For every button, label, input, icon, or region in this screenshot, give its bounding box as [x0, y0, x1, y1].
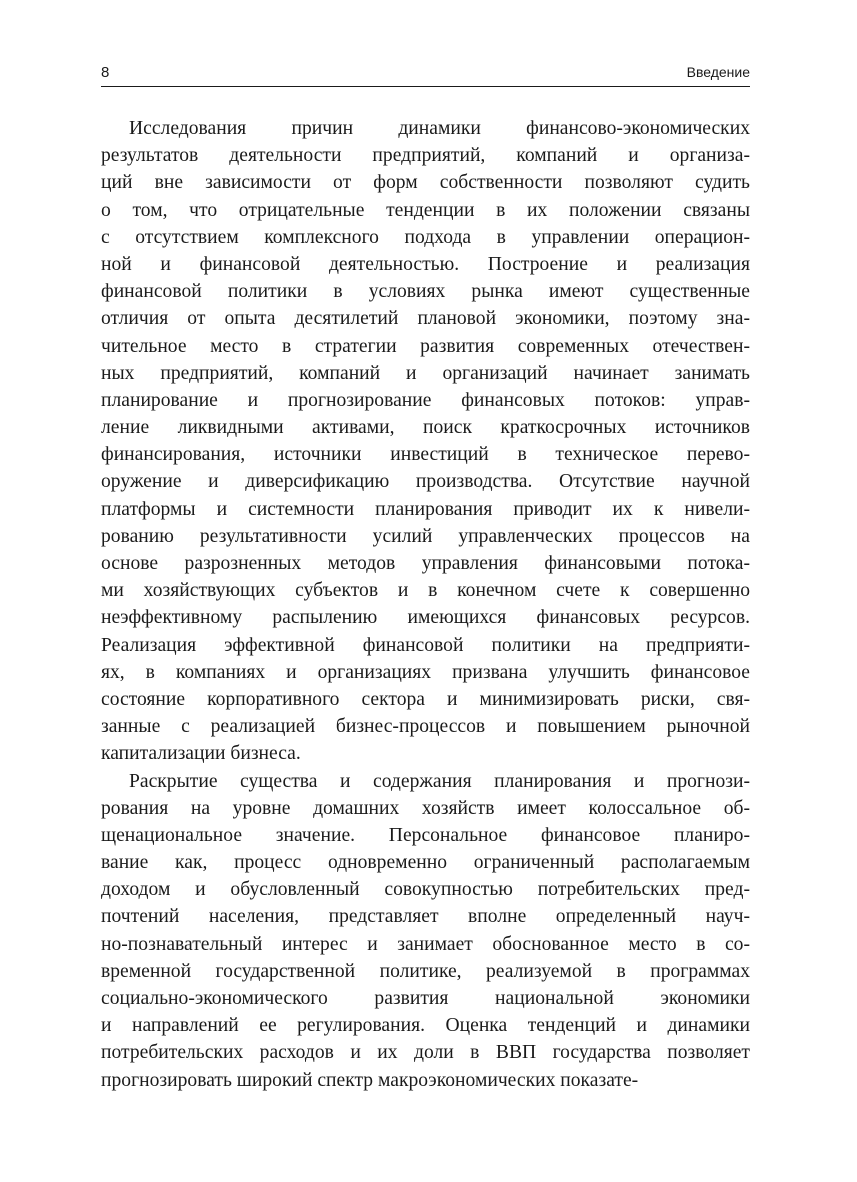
text-line: ной и финансовой деятельностью. Построение и реализация — [101, 253, 750, 275]
text-line: финансирования, источники инвестиций в техническое перево- — [101, 444, 750, 466]
text-line: ление ликвидными активами, поиск краткосрочных источников — [101, 417, 750, 439]
text-line: рования на уровне домашних хозяйств имеет колоссальное об- — [101, 797, 750, 819]
paragraph — [101, 768, 750, 1094]
text-line: прогнозировать широкий спектр макроэкономических показате- — [101, 1069, 639, 1091]
text-line: но-познавательный интерес и занимает обоснованное место в со- — [101, 933, 750, 955]
text-line: отличия от опыта десятилетий плановой экономики, поэтому зна- — [101, 308, 750, 330]
text-line: результатов деятельности предприятий, компаний и организа- — [101, 145, 750, 167]
text-line: с отсутствием комплексного подхода в управлении операцион- — [101, 226, 750, 248]
body-text — [101, 115, 750, 1094]
section-title: Введение — [686, 64, 750, 80]
text-line: ми хозяйствующих субъектов и в конечном счете к совершенно — [101, 580, 750, 602]
text-line: состояние корпоративного сектора и минимизировать риски, свя- — [101, 688, 750, 710]
text-line: ях, в компаниях и организациях призвана улучшить финансовое — [101, 661, 750, 683]
text-line: занные с реализацией бизнес-процессов и повышением рыночной — [101, 716, 750, 738]
text-line: финансовой политики в условиях рынка имеют существенные — [101, 281, 750, 303]
text-line: неэффективному распылению имеющихся финансовых ресурсов. — [101, 607, 750, 629]
text-line: доходом и обусловленный совокупностью потребительских пред- — [101, 879, 750, 901]
text-line: Исследования причин динамики финансово-экономических — [129, 118, 750, 139]
text-line: социально-экономического развития национальной экономики — [101, 988, 750, 1009]
page-number: 8 — [101, 64, 110, 81]
text-line: почтений населения, представляет вполне определенный науч- — [101, 906, 750, 928]
text-line: капитализации бизнеса. — [101, 743, 301, 765]
running-header — [101, 62, 750, 87]
text-line: оружение и диверсификацию производства. Отсутствие научной — [101, 471, 750, 493]
text-line: щенациональное значение. Персональное финансовое планиро- — [101, 824, 750, 846]
book-page — [101, 0, 750, 1182]
paragraph — [101, 115, 750, 768]
text-line: основе разрозненных методов управления финансовыми потока- — [101, 553, 750, 574]
text-line: планирование и прогнозирование финансовых потоков: управ- — [101, 389, 750, 411]
text-line: потребительских расходов и их доли в ВВП государства позволяет — [101, 1042, 750, 1064]
text-line: платформы и системности планирования приводит их к нивели- — [101, 498, 750, 520]
text-line: ций вне зависимости от форм собственности позволяют судить — [101, 172, 750, 194]
text-line: ных предприятий, компаний и организаций начинает занимать — [101, 362, 750, 384]
text-line: чительное место в стратегии развития современных отечествен- — [101, 335, 750, 357]
text-line: вание как, процесс одновременно ограниченный располагаемым — [101, 852, 750, 874]
text-line: временной государственной политике, реализуемой в программах — [101, 960, 750, 982]
text-line: о том, что отрицательные тенденции в их положении связаны — [101, 199, 750, 221]
text-line: рованию результативности усилий управленческих процессов на — [101, 525, 750, 547]
text-line: Реализация эффективной финансовой политики на предприяти- — [101, 634, 750, 656]
text-line: и направлений ее регулирования. Оценка тенденций и динамики — [101, 1015, 750, 1037]
text-line: Раскрытие существа и содержания планирования и прогнози- — [129, 770, 750, 792]
